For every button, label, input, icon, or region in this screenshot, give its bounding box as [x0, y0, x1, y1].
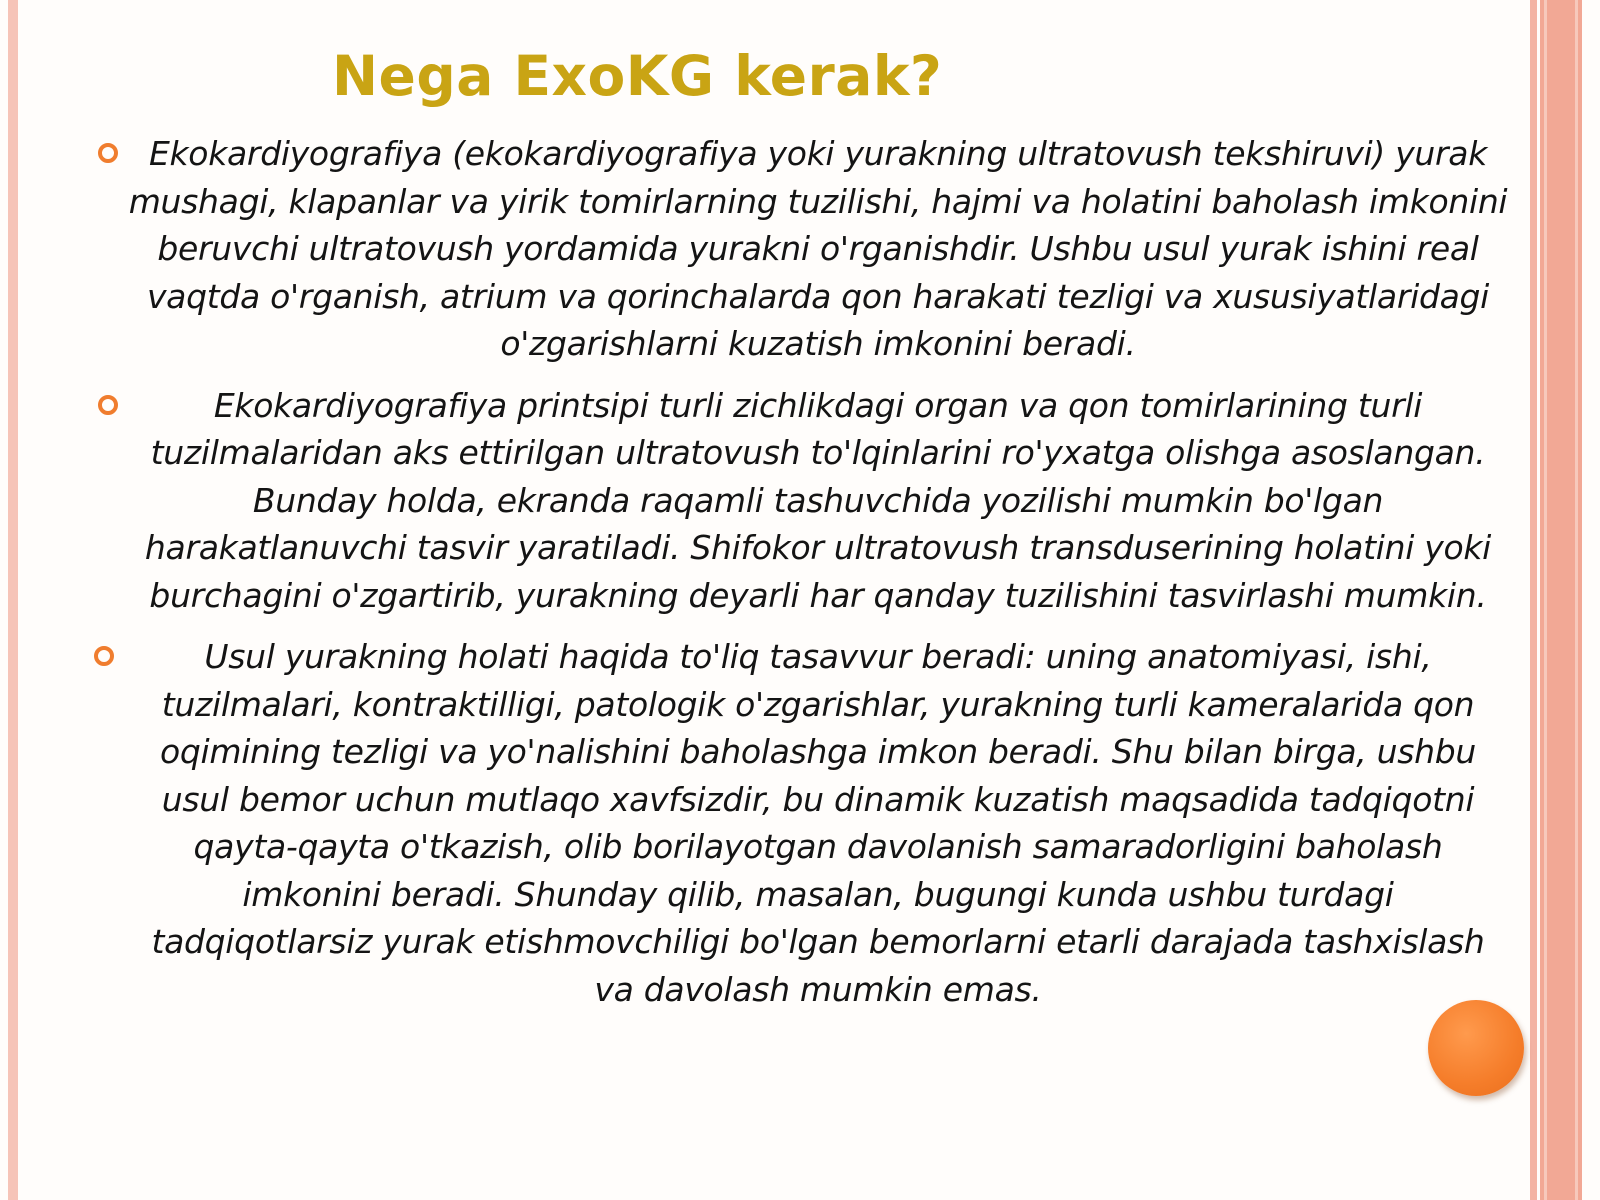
bullet-text: Usul yurakning holati haqida to'liq tasavvur beradi: uning anatomiyasi, ishi, tuzilmalari, kontraktilligi, patologik o'zgarishlar, yurakning turli kameralarida qon oqimining tezligi va yo'nalishini baholashga imkon beradi. Shu bilan birga, ushbu usul bemor uchun mutlaqo xavfsizdir, bu dinamik kuzatish maqsadida tadqiqotni qayta-qayta o'tkazish, olib borilayotgan davolanish samaradorligini baholash imkonini beradi. Shunday qilib, masalan, bugungi kunda ushbu turdagi tadqiqotlarsiz yurak etishmovchiligi bo'lgan bemorlarni etarli darajada tashxislash va davolash mumkin emas.: [151, 637, 1485, 1009]
bullet-item: [88, 633, 1508, 1013]
slide-title: Nega ExoKG kerak?: [332, 44, 943, 108]
bullet-circle-icon: [98, 143, 118, 163]
bullet-circle-icon: [94, 646, 114, 666]
right-border-stripe-wide: [1540, 0, 1582, 1200]
left-border-stripe: [8, 0, 18, 1200]
orange-circle-decoration: [1428, 1000, 1524, 1096]
bullet-item: [88, 382, 1508, 620]
bullet-text: Ekokardiyografiya (ekokardiyografiya yoki yurakning ultratovush tekshiruvi) yurak mushagi, klapanlar va yirik tomirlarning tuzilishi, hajmi va holatini baholash imkonini beruvchi ultratovush yordamida yurakni o'rganishdir. Ushbu usul yurak ishini real vaqtda o'rganish, atrium va qorinchalarda qon harakati tezligi va xususiyatlaridagi o'zgarishlarni kuzatish imkonini beradi.: [128, 134, 1508, 363]
bullet-item: [88, 130, 1508, 368]
bullet-list: [88, 130, 1508, 1013]
bullet-circle-icon: [98, 395, 118, 415]
right-border-stripe-thin: [1530, 0, 1537, 1200]
bullet-text: Ekokardiyografiya printsipi turli zichlikdagi organ va qon tomirlarining turli tuzilmalaridan aks ettirilgan ultratovush to'lqinlarini ro'yxatga olishga asoslangan. Bunday holda, ekranda raqamli tashuvchida yozilishi mumkin bo'lgan harakatlanuvchi tasvir yaratiladi. Shifokor ultratovush transduserining holatini yoki burchagini o'zgartirib, yurakning deyarli har qanday tuzilishini tasvirlashi mumkin.: [144, 385, 1492, 615]
